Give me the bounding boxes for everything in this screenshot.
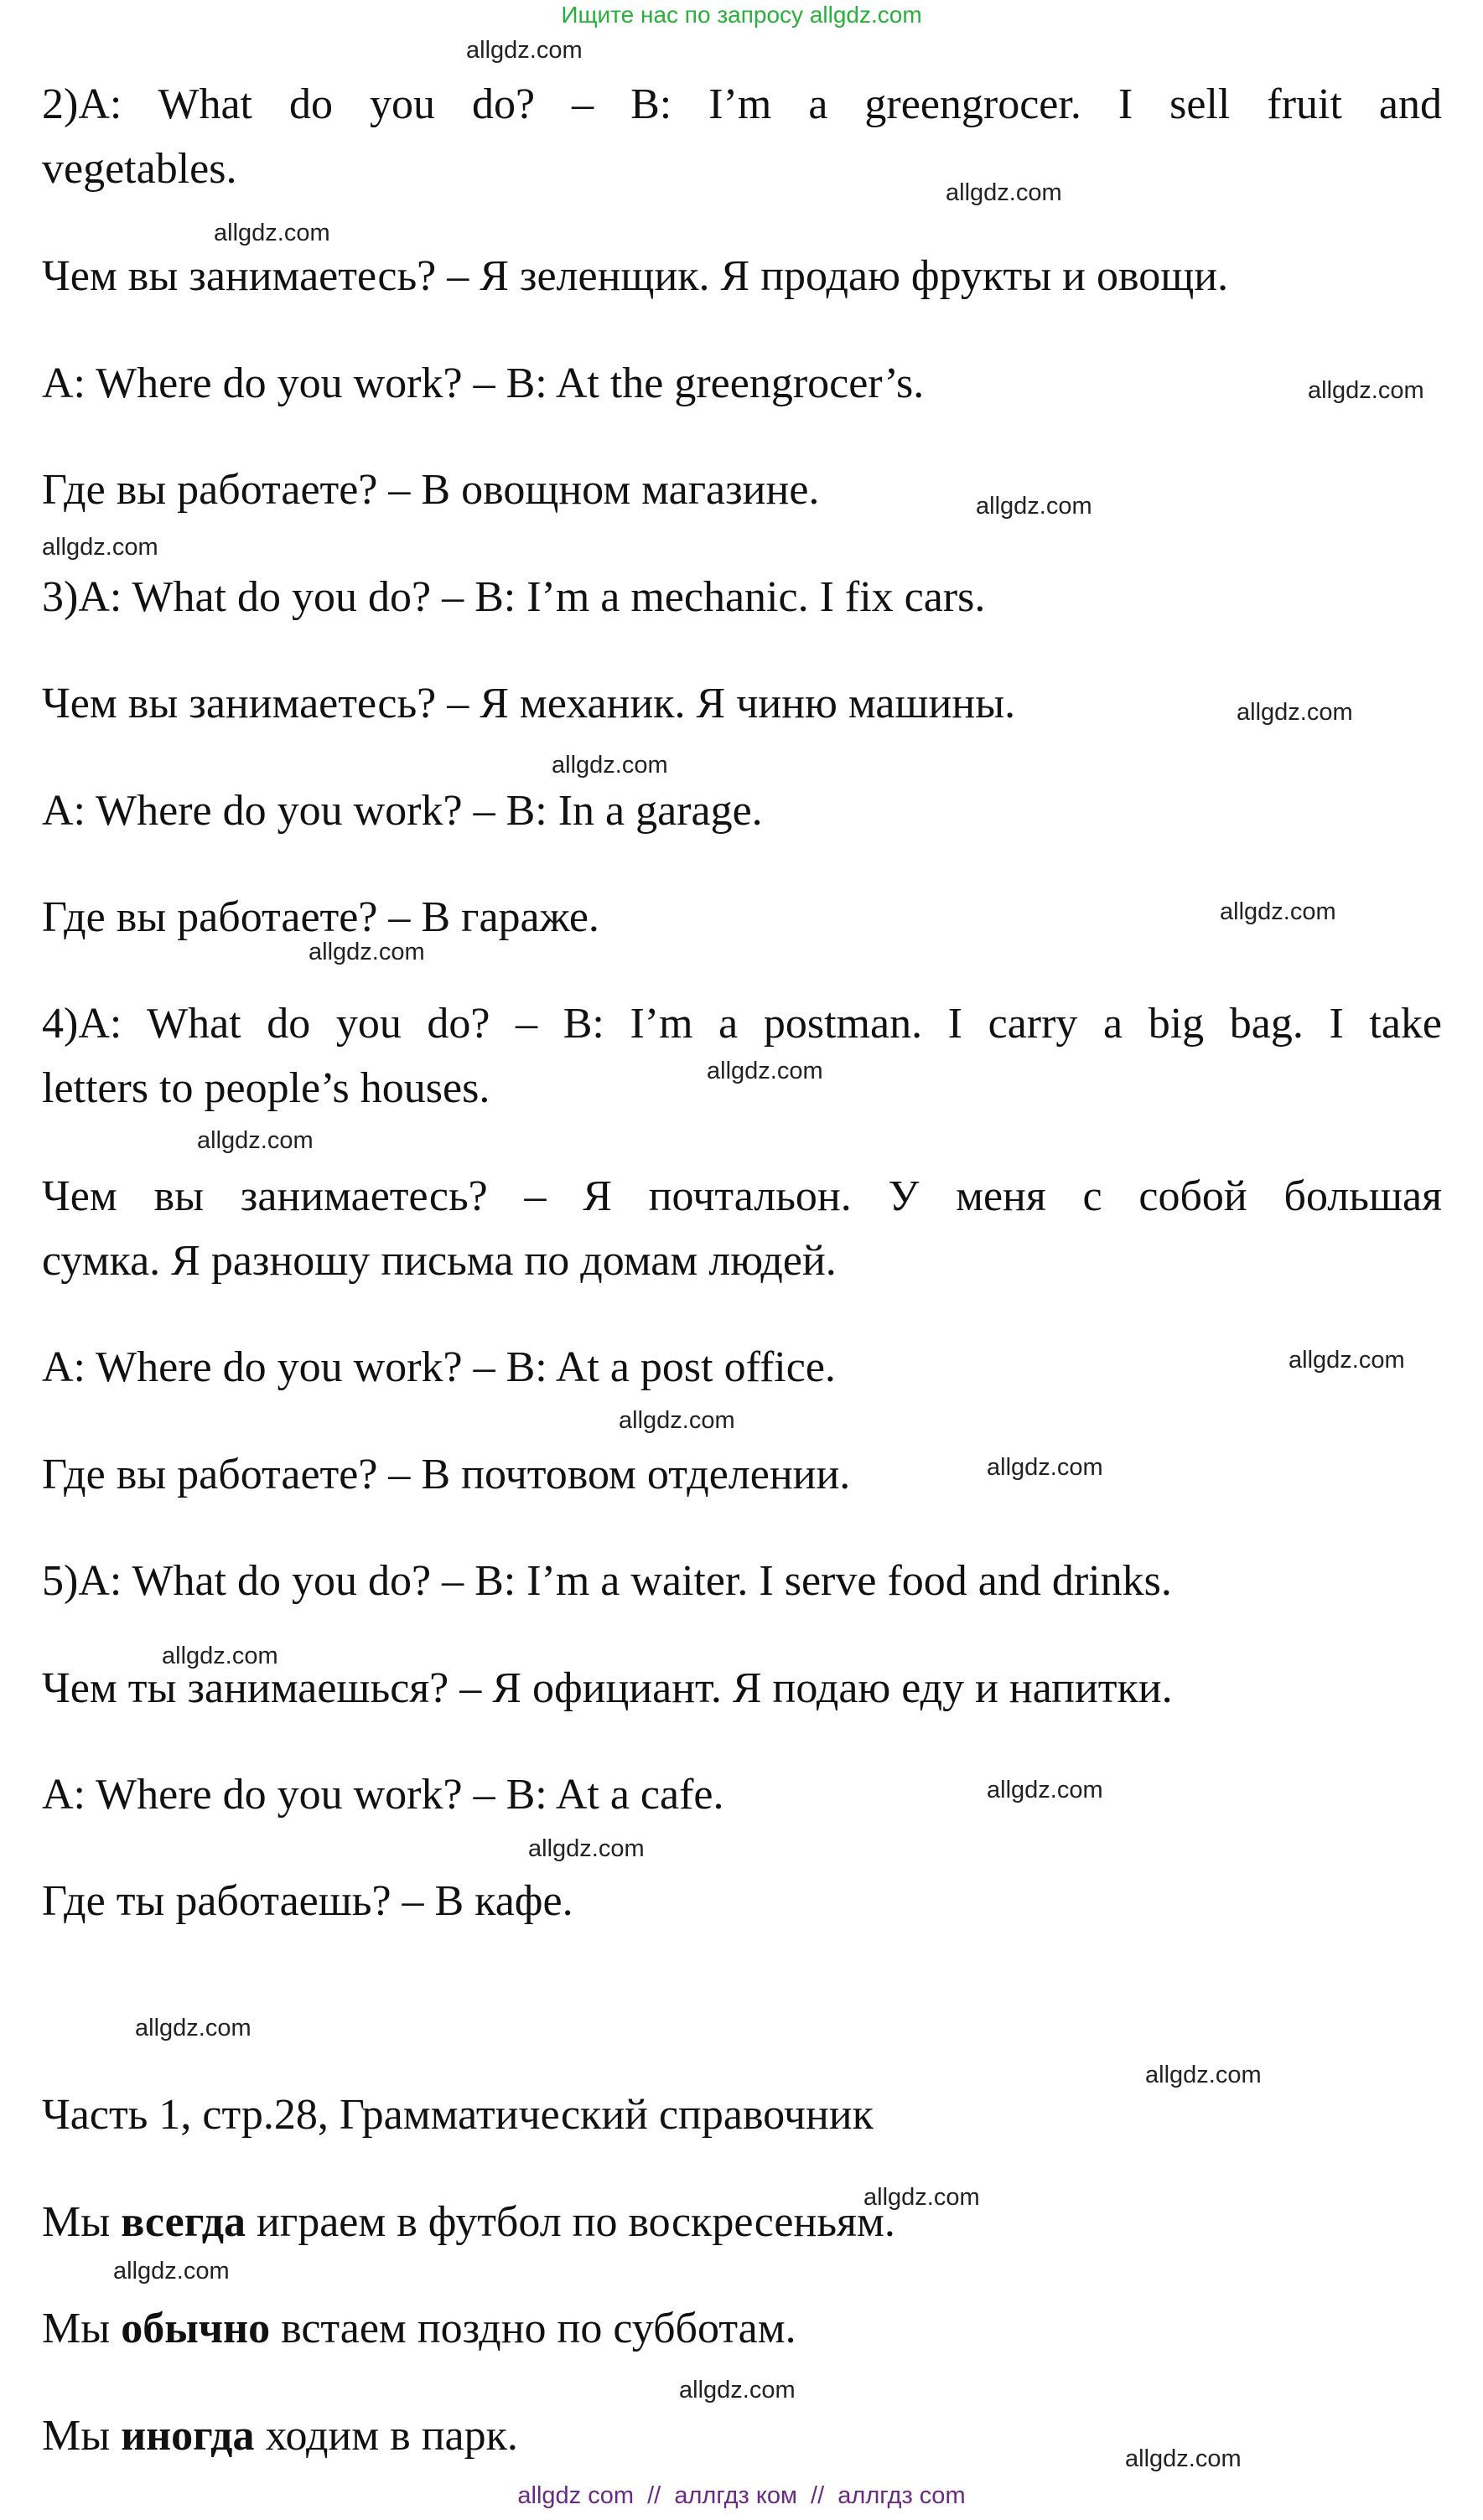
- watermark: allgdz.com: [42, 534, 158, 561]
- watermark: allgdz.com: [946, 179, 1062, 206]
- watermark: allgdz.com: [1237, 699, 1353, 726]
- watermark: allgdz.com: [1289, 1347, 1405, 1374]
- exercise-3-question: 3)A: What do you do? – B: I’m a mechanic. I fix cars.: [42, 573, 986, 621]
- watermark: allgdz.com: [987, 1454, 1103, 1481]
- sentence-text: Мы: [42, 2305, 122, 2352]
- frequency-adverb: обычно: [121, 2305, 271, 2352]
- exercise-4-translation-line-1: Чем вы занимаетесь? – Я почтальон. У меня с собой большая: [42, 1172, 1442, 1220]
- watermark: allgdz.com: [707, 1058, 823, 1084]
- watermark: allgdz.com: [1125, 2445, 1242, 2472]
- sentence-text: встаем поздно по субботам.: [270, 2305, 796, 2352]
- watermark: allgdz.com: [863, 2184, 980, 2211]
- grammar-heading: Часть 1, стр.28, Грамматический справочник: [42, 2091, 874, 2139]
- exercise-5-answer-translation: Где ты работаешь? – В кафе.: [42, 1877, 573, 1925]
- exercise-2-answer-translation: Где вы работаете? – В овощном магазине.: [42, 466, 820, 514]
- exercise-2-question-line-2: vegetables.: [42, 145, 237, 193]
- exercise-4-answer-translation: Где вы работаете? – В почтовом отделении.: [42, 1451, 851, 1498]
- sentence-text: играем в футбол по воскресеньям.: [246, 2198, 895, 2246]
- grammar-sentence-1: [42, 2190, 895, 2255]
- top-banner: Ищите нас по запросу allgdz.com: [561, 2, 922, 28]
- watermark: allgdz.com: [135, 2015, 251, 2041]
- watermark: allgdz.com: [309, 939, 425, 965]
- exercise-5-question-translation: Чем ты занимаешься? – Я официант. Я подаю еду и напитки.: [42, 1664, 1173, 1712]
- exercise-2-answer: A: Where do you work? – B: At the greengrocer’s.: [42, 360, 925, 407]
- watermark: allgdz.com: [619, 1407, 735, 1434]
- watermark: allgdz.com: [552, 752, 668, 779]
- watermark: allgdz.com: [528, 1835, 645, 1862]
- exercise-4-answer: A: Where do you work? – B: At a post office.: [42, 1343, 836, 1391]
- watermark: allgdz.com: [162, 1643, 278, 1669]
- frequency-adverb: иногда: [121, 2412, 255, 2460]
- exercise-2-question-line-1: 2)A: What do you do? – B: I’m a greengrocer. I sell fruit and: [42, 80, 1442, 128]
- exercise-2-question-translation: Чем вы занимаетесь? – Я зеленщик. Я продаю фрукты и овощи.: [42, 252, 1229, 300]
- exercise-4-translation-line-2: сумка. Я разношу письма по домам людей.: [42, 1237, 837, 1285]
- exercise-5-answer: A: Where do you work? – B: At a cafe.: [42, 1771, 724, 1819]
- grammar-sentence-2: [42, 2296, 796, 2362]
- exercise-4-question-line-1: 4)A: What do you do? – B: I’m a postman. I carry a big bag. I take: [42, 1000, 1442, 1048]
- watermark: allgdz.com: [1308, 377, 1424, 404]
- watermark: allgdz.com: [466, 37, 583, 64]
- exercise-4-question-line-2: letters to people’s houses.: [42, 1064, 490, 1112]
- grammar-sentence-3: [42, 2404, 518, 2469]
- watermark: allgdz.com: [976, 493, 1092, 520]
- sentence-text: Мы: [42, 2198, 122, 2246]
- watermark: allgdz.com: [113, 2258, 230, 2285]
- frequency-adverb: всегда: [121, 2198, 246, 2246]
- exercise-3-answer: A: Where do you work? – B: In a garage.: [42, 787, 763, 835]
- watermark: allgdz.com: [679, 2377, 796, 2404]
- sentence-text: Мы: [42, 2412, 122, 2460]
- watermark: allgdz.com: [197, 1127, 314, 1154]
- watermark: allgdz.com: [214, 220, 330, 246]
- sentence-text: ходим в парк.: [254, 2412, 518, 2460]
- exercise-5-question: 5)A: What do you do? – B: I’m a waiter. I serve food and drinks.: [42, 1557, 1172, 1605]
- exercise-3-question-translation: Чем вы занимаетесь? – Я механик. Я чиню машины.: [42, 680, 1016, 727]
- exercise-3-answer-translation: Где вы работаете? – В гараже.: [42, 893, 599, 941]
- bottom-banner: allgdz com // аллгдз ком // аллгдз com: [517, 2482, 966, 2509]
- watermark: allgdz.com: [1145, 2062, 1262, 2088]
- watermark: allgdz.com: [1220, 898, 1336, 925]
- watermark: allgdz.com: [987, 1777, 1103, 1803]
